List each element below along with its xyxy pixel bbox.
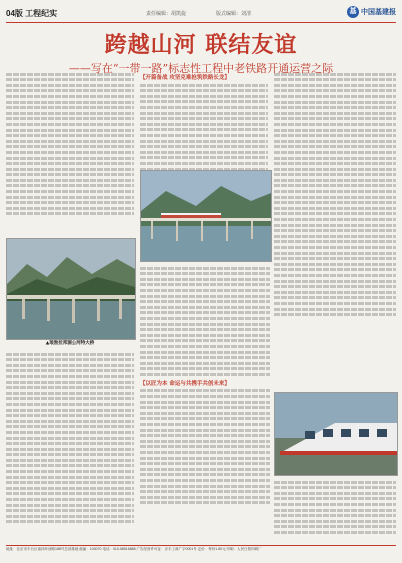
article-column-3-lower xyxy=(274,478,396,537)
section-heading-2: 【以匠为本 命运与共携手共创未来】 xyxy=(140,380,230,387)
page-footer: 地址：北京市丰台区南四环西路188号总部基地 邮编：100070 电话：010-58516888 广告经营许可证：京丰工商广字0001号 定价：每份1.80元 印刷：人民日报印刷厂 xyxy=(6,545,396,559)
page-label: 04版 工程纪实 xyxy=(6,9,58,18)
article-column-2-lower xyxy=(140,264,270,507)
editor-credit: 责任编辑：胡凯旋 xyxy=(146,11,187,17)
train-photo xyxy=(274,392,398,476)
designer-credit: 版式编辑：刘清 xyxy=(216,11,252,17)
subheadline: ——写在“一带一路”标志性工程中老铁路开通运营之际 xyxy=(68,62,334,75)
section-heading-1: 【开篇备战 攻坚克难抢筑铁路长龙】 xyxy=(140,75,230,81)
bridge-photo xyxy=(6,238,136,340)
logo-mark-icon: 基 xyxy=(347,6,359,18)
headline-block xyxy=(0,28,402,76)
article-column-3 xyxy=(274,70,396,319)
newspaper-logo xyxy=(347,6,396,18)
page-header xyxy=(6,6,396,23)
headline: 跨越山河 联结友谊 xyxy=(104,32,298,58)
train-bridge-photo xyxy=(140,170,272,262)
article-column-1-lower xyxy=(6,350,134,526)
logo-name: 中国基建报 xyxy=(361,9,396,16)
photo-caption-1: ▲琅勃拉邦湄公河特大桥 xyxy=(45,341,95,346)
article-column-1 xyxy=(6,70,134,218)
